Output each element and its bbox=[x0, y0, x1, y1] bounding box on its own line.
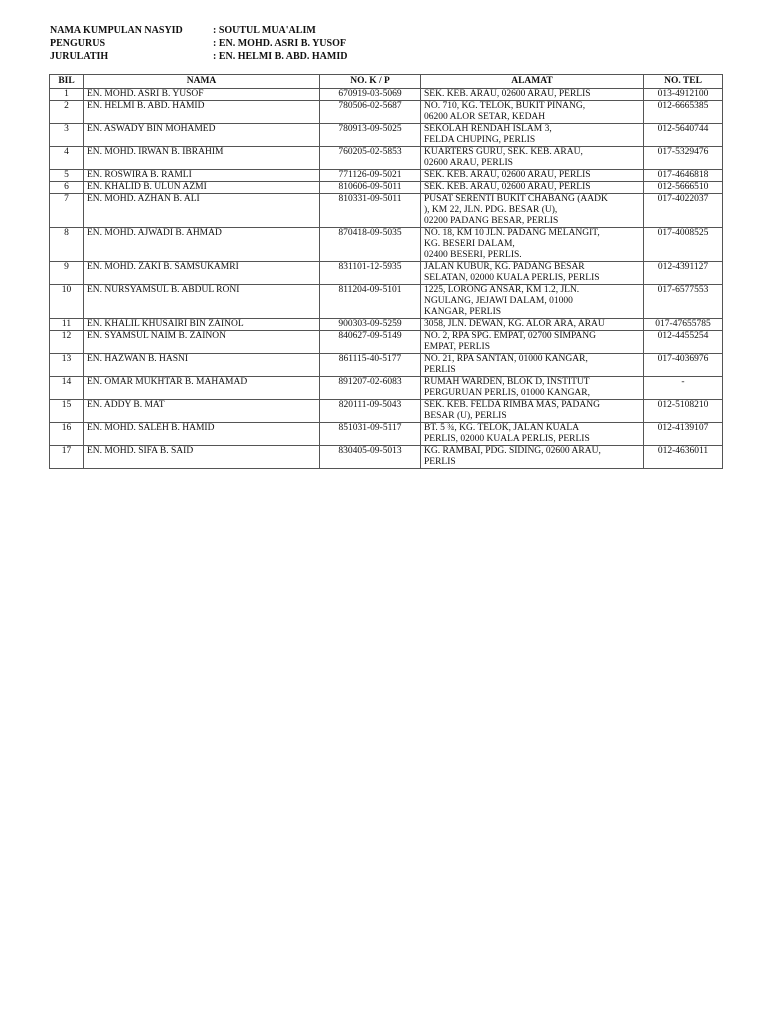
manager-label: PENGURUS bbox=[50, 38, 106, 49]
cell-nama: EN. MOHD. IRWAN B. IBRAHIM bbox=[84, 147, 320, 170]
cell-alamat: SEK. KEB. ARAU, 02600 ARAU, PERLIS bbox=[421, 89, 644, 101]
cell-tel: 012-4139107 bbox=[644, 423, 723, 446]
group-name-label: NAMA KUMPULAN NASYID bbox=[50, 25, 183, 36]
cell-bil: 2 bbox=[50, 101, 84, 124]
cell-nama: EN. HAZWAN B. HASNI bbox=[84, 354, 320, 377]
table-row bbox=[50, 423, 723, 446]
cell-alamat: 3058, JLN. DEWAN, KG. ALOR ARA, ARAU bbox=[421, 319, 644, 331]
cell-nama: EN. ASWADY BIN MOHAMED bbox=[84, 124, 320, 147]
table-row bbox=[50, 124, 723, 147]
cell-tel: 017-4646818 bbox=[644, 170, 723, 182]
cell-alamat: SEK. KEB. ARAU, 02600 ARAU, PERLIS bbox=[421, 170, 644, 182]
cell-bil: 10 bbox=[50, 285, 84, 319]
cell-tel: 017-4022037 bbox=[644, 194, 723, 228]
cell-alamat: KUARTERS GURU, SEK. KEB. ARAU, 02600 ARAU, PERLIS bbox=[421, 147, 644, 170]
cell-ic: 891207-02-6083 bbox=[320, 377, 421, 400]
group-name-value: : SOUTUL MUA'ALIM bbox=[213, 25, 316, 36]
group-name-row bbox=[50, 24, 347, 37]
table-row bbox=[50, 147, 723, 170]
table-body bbox=[50, 89, 723, 469]
cell-nama: EN. KHALIL KHUSAIRI BIN ZAINOL bbox=[84, 319, 320, 331]
cell-nama: EN. MOHD. AZHAN B. ALI bbox=[84, 194, 320, 228]
cell-alamat: KG. RAMBAI, PDG. SIDING, 02600 ARAU, PERLIS bbox=[421, 446, 644, 469]
cell-alamat: NO. 18, KM 10 JLN. PADANG MELANGIT, KG. BESERI DALAM, 02400 BESERI, PERLIS. bbox=[421, 228, 644, 262]
coach-label: JURULATIH bbox=[50, 51, 109, 62]
cell-ic: 760205-02-5853 bbox=[320, 147, 421, 170]
cell-tel: - bbox=[644, 377, 723, 400]
cell-alamat: NO. 2, RPA SPG. EMPAT, 02700 SIMPANG EMPAT, PERLIS bbox=[421, 331, 644, 354]
cell-bil: 13 bbox=[50, 354, 84, 377]
column-header-ic: NO. K / P bbox=[320, 75, 421, 89]
group-info bbox=[50, 24, 347, 63]
cell-ic: 670919-03-5069 bbox=[320, 89, 421, 101]
cell-alamat: PUSAT SERENTI BUKIT CHABANG (AADK ), KM 22, JLN. PDG. BESAR (U), 02200 PADANG BESAR, PERLIS bbox=[421, 194, 644, 228]
table-row bbox=[50, 182, 723, 194]
cell-tel: 017-5329476 bbox=[644, 147, 723, 170]
cell-tel: 017-4008525 bbox=[644, 228, 723, 262]
coach-value: : EN. HELMI B. ABD. HAMID bbox=[213, 51, 348, 62]
table-row bbox=[50, 170, 723, 182]
cell-alamat: SEK. KEB. FELDA RIMBA MAS, PADANG BESAR (U), PERLIS bbox=[421, 400, 644, 423]
cell-tel: 012-6665385 bbox=[644, 101, 723, 124]
cell-alamat: NO. 21, RPA SANTAN, 01000 KANGAR, PERLIS bbox=[421, 354, 644, 377]
cell-bil: 1 bbox=[50, 89, 84, 101]
table-row bbox=[50, 285, 723, 319]
cell-tel: 012-4391127 bbox=[644, 262, 723, 285]
manager-row bbox=[50, 37, 347, 50]
cell-tel: 017-47655785 bbox=[644, 319, 723, 331]
cell-bil: 5 bbox=[50, 170, 84, 182]
cell-ic: 780913-09-5025 bbox=[320, 124, 421, 147]
cell-ic: 810331-09-5011 bbox=[320, 194, 421, 228]
table-row bbox=[50, 400, 723, 423]
cell-bil: 4 bbox=[50, 147, 84, 170]
manager-value: : EN. MOHD. ASRI B. YUSOF bbox=[213, 38, 346, 49]
cell-alamat: BT. 5 ¾, KG. TELOK, JALAN KUALA PERLIS, 02000 KUALA PERLIS, PERLIS bbox=[421, 423, 644, 446]
cell-nama: EN. KHALID B. ULUN AZMI bbox=[84, 182, 320, 194]
cell-bil: 6 bbox=[50, 182, 84, 194]
column-header-tel: NO. TEL bbox=[644, 75, 723, 89]
table-row bbox=[50, 194, 723, 228]
cell-ic: 830405-09-5013 bbox=[320, 446, 421, 469]
cell-alamat: SEKOLAH RENDAH ISLAM 3, FELDA CHUPING, PERLIS bbox=[421, 124, 644, 147]
cell-nama: EN. ADDY B. MAT bbox=[84, 400, 320, 423]
column-header-alamat: ALAMAT bbox=[421, 75, 644, 89]
cell-nama: EN. OMAR MUKHTAR B. MAHAMAD bbox=[84, 377, 320, 400]
cell-bil: 14 bbox=[50, 377, 84, 400]
cell-ic: 851031-09-5117 bbox=[320, 423, 421, 446]
cell-nama: EN. HELMI B. ABD. HAMID bbox=[84, 101, 320, 124]
cell-ic: 810606-09-5011 bbox=[320, 182, 421, 194]
cell-alamat: NO. 710, KG. TELOK, BUKIT PINANG, 06200 ALOR SETAR, KEDAH bbox=[421, 101, 644, 124]
cell-tel: 017-6577553 bbox=[644, 285, 723, 319]
member-table bbox=[49, 74, 723, 469]
cell-tel: 013-4912100 bbox=[644, 89, 723, 101]
cell-bil: 9 bbox=[50, 262, 84, 285]
table-row bbox=[50, 228, 723, 262]
cell-nama: EN. SYAMSUL NAIM B. ZAINON bbox=[84, 331, 320, 354]
table-header-row bbox=[50, 75, 723, 89]
cell-ic: 780506-02-5687 bbox=[320, 101, 421, 124]
cell-tel: 017-4036976 bbox=[644, 354, 723, 377]
cell-alamat: SEK. KEB. ARAU, 02600 ARAU, PERLIS bbox=[421, 182, 644, 194]
cell-nama: EN. MOHD. AJWADI B. AHMAD bbox=[84, 228, 320, 262]
table-row bbox=[50, 262, 723, 285]
cell-nama: EN. MOHD. SALEH B. HAMID bbox=[84, 423, 320, 446]
table-row bbox=[50, 89, 723, 101]
cell-bil: 15 bbox=[50, 400, 84, 423]
cell-bil: 12 bbox=[50, 331, 84, 354]
cell-ic: 861115-40-5177 bbox=[320, 354, 421, 377]
table-row bbox=[50, 101, 723, 124]
cell-alamat: JALAN KUBUR, KG. PADANG BESAR SELATAN, 02000 KUALA PERLIS, PERLIS bbox=[421, 262, 644, 285]
cell-bil: 7 bbox=[50, 194, 84, 228]
cell-alamat: 1225, LORONG ANSAR, KM 1.2, JLN. NGULANG, JEJAWI DALAM, 01000 KANGAR, PERLIS bbox=[421, 285, 644, 319]
column-header-bil: BIL bbox=[50, 75, 84, 89]
cell-nama: EN. NURSYAMSUL B. ABDUL RONI bbox=[84, 285, 320, 319]
table-row bbox=[50, 446, 723, 469]
coach-row bbox=[50, 50, 347, 63]
cell-ic: 870418-09-5035 bbox=[320, 228, 421, 262]
cell-tel: 012-5108210 bbox=[644, 400, 723, 423]
table-row bbox=[50, 319, 723, 331]
cell-nama: EN. MOHD. ASRI B. YUSOF bbox=[84, 89, 320, 101]
cell-ic: 811204-09-5101 bbox=[320, 285, 421, 319]
cell-tel: 012-4455254 bbox=[644, 331, 723, 354]
cell-tel: 012-4636011 bbox=[644, 446, 723, 469]
cell-bil: 8 bbox=[50, 228, 84, 262]
cell-tel: 012-5640744 bbox=[644, 124, 723, 147]
table-row bbox=[50, 331, 723, 354]
cell-tel: 012-5666510 bbox=[644, 182, 723, 194]
table-row bbox=[50, 354, 723, 377]
cell-bil: 11 bbox=[50, 319, 84, 331]
cell-nama: EN. MOHD. SIFA B. SAID bbox=[84, 446, 320, 469]
cell-nama: EN. ROSWIRA B. RAMLI bbox=[84, 170, 320, 182]
cell-bil: 17 bbox=[50, 446, 84, 469]
cell-bil: 3 bbox=[50, 124, 84, 147]
table-row bbox=[50, 377, 723, 400]
cell-ic: 900303-09-5259 bbox=[320, 319, 421, 331]
cell-ic: 820111-09-5043 bbox=[320, 400, 421, 423]
cell-ic: 771126-09-5021 bbox=[320, 170, 421, 182]
cell-nama: EN. MOHD. ZAKI B. SAMSUKAMRI bbox=[84, 262, 320, 285]
cell-ic: 840627-09-5149 bbox=[320, 331, 421, 354]
cell-bil: 16 bbox=[50, 423, 84, 446]
column-header-nama: NAMA bbox=[84, 75, 320, 89]
cell-alamat: RUMAH WARDEN, BLOK D, INSTITUT PERGURUAN PERLIS, 01000 KANGAR, bbox=[421, 377, 644, 400]
cell-ic: 831101-12-5935 bbox=[320, 262, 421, 285]
